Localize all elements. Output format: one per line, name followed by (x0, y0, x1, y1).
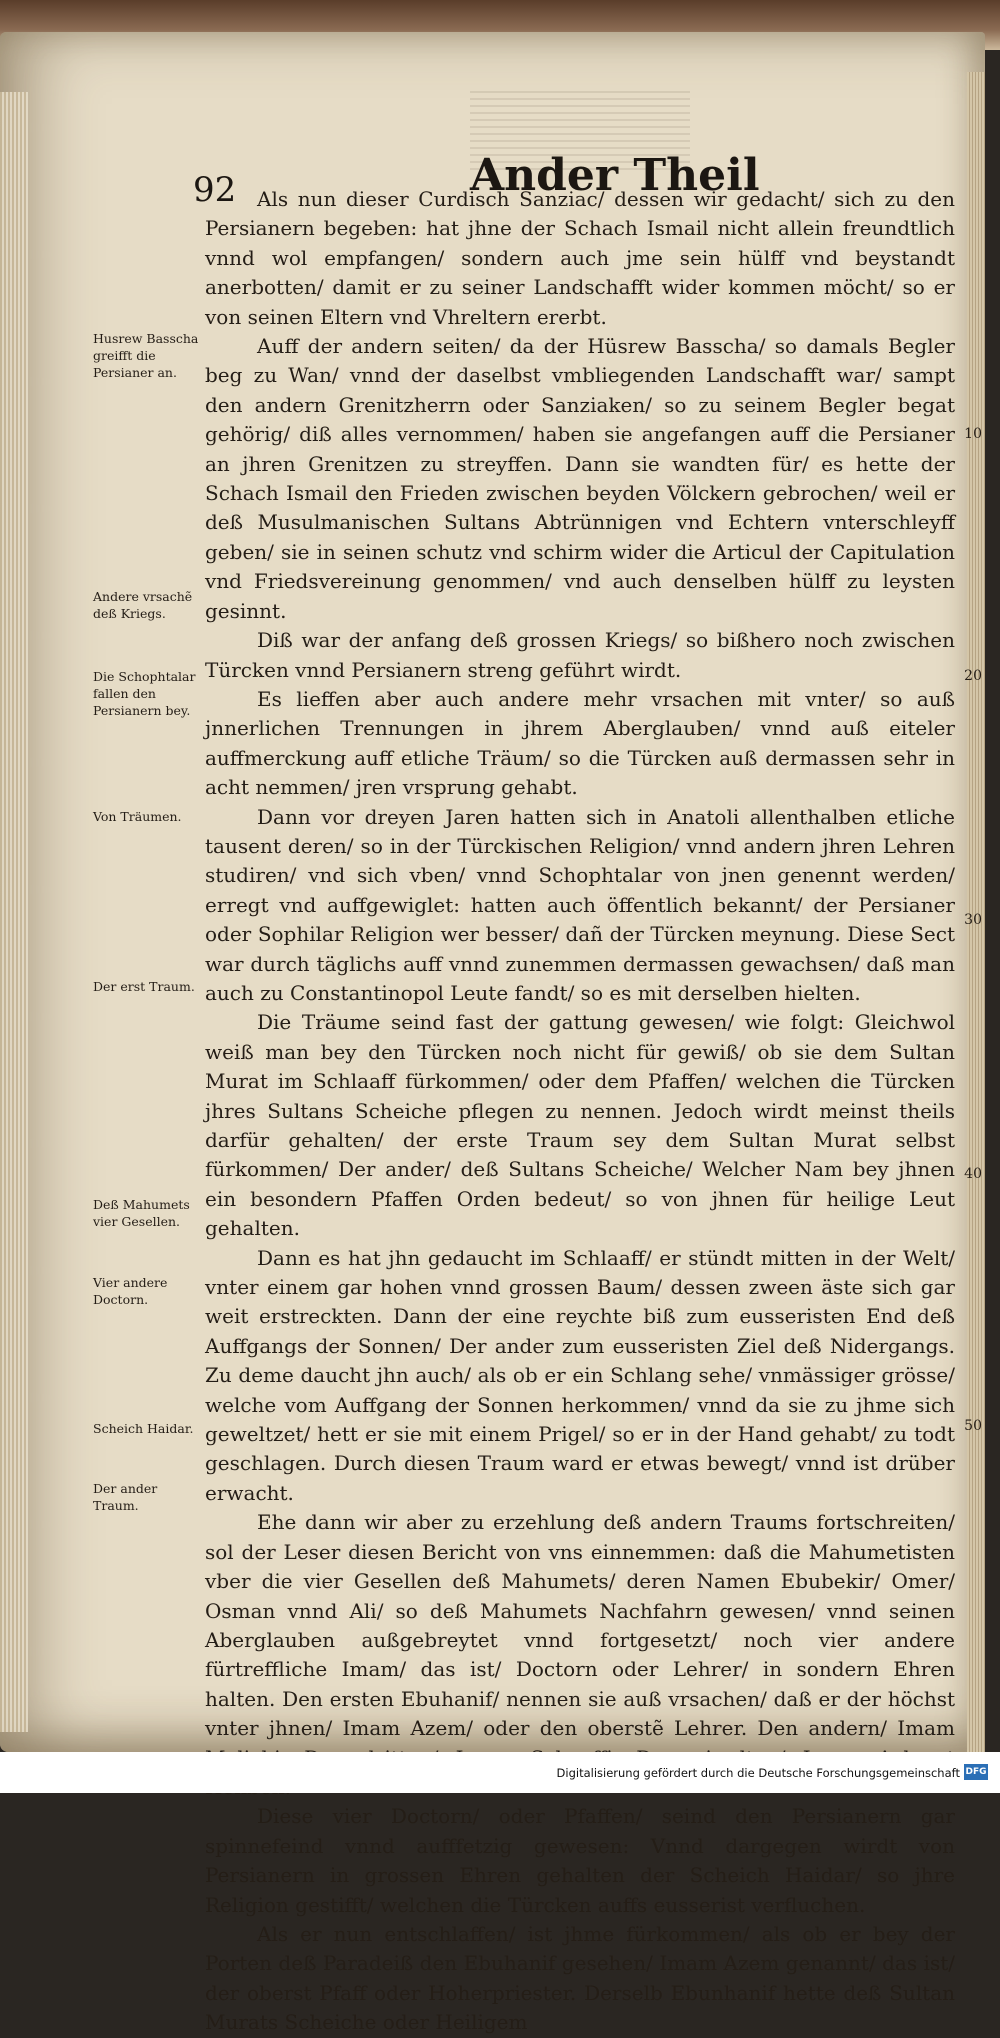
paragraph: Als nun dieser Curdisch Sanziac/ dessen wir gedacht/ sich zu den Persianern begeben: hat jhne der Schach Ismail nicht allein freundtlich vnnd wol empfangen/ sondern auch jme sein hülff vnd beystandt anerbotten/ damit er zu seiner Landschafft wider kommen möcht/ so er von seinen Eltern vnd Vhreltern ererbt. (205, 187, 955, 329)
paragraph: Die Träume seind fast der gattung gewesen/ wie folgt: Gleichwol weiß man bey den Türcken noch nicht für gewiß/ ob sie dem Sultan Murat im Schlaaff fürkommen/ oder dem Pfaffen/ welchen die Türcken jhres Sultans Scheiche pflegen zu nennen. Jedoch wirdt meinst theils darfür gehalten/ der erste Traum sey dem Sultan Murat selbst fürkommen/ Der ander/ deß Sultans Scheiche/ Welcher Nam bey jhnen ein besondern Pfaffen Orden bedeut/ so von jhnen für heilige Leut gehalten. (205, 1010, 955, 1241)
margin-note: Andere vrsachẽ deß Kriegs. (93, 589, 193, 621)
margin-note: Deß Mahumets vier Gesellen. (93, 1197, 190, 1229)
paragraph: Als er nun entschlaffen/ ist jhme fürkommen/ als ob er bey der Porten deß Paradeiß den Ebuhanif gesehen/ Imam Azem genannt/ das ist/ der oberst Pfaff oder Hoherpriester. Derselb Ebunhanif hette deß Sultan Murats Scheiche oder Heiligem (205, 1921, 955, 2035)
paragraph: Diese vier Doctorn/ oder Pfaffen/ seind den Persianern gar spinnefeind vnnd aufffetzig gewesen: Vnnd dargegen wirdt von Persianern in grossen Ehren gehalten der Scheich Haidar/ so jhre Religion gestifft/ welchen die Türcken auffs eusserist verfluchen. (205, 1804, 955, 1917)
margin-note: Scheich Haidar. (93, 1421, 194, 1436)
paragraph: Diß war der anfang deß grossen Kriegs/ so bißhero noch zwischen Türcken vnnd Persianern streng geführt wirdt. (205, 628, 955, 682)
paragraph: Es lieffen aber auch andere mehr vrsachen mit vnter/ so auß jnnerlichen Trennungen in jhrem Aberglauben/ vnnd auß eiteler auffmerckung auff etliche Träum/ so die Türcken auß dermassen sehr in acht nemmen/ jren vrsprung gehabt. (205, 686, 955, 800)
line-number: 50 (964, 1418, 982, 1434)
line-number: 40 (964, 1166, 982, 1182)
margin-note: Vier andere Doctorn. (93, 1275, 168, 1307)
margin-note: Die Schophtalar fallen den Persianern bey. (93, 669, 196, 718)
page-stack-left (0, 92, 28, 1732)
margin-note: Der erst Traum. (93, 979, 195, 994)
margin-note: Husrew Basscha greifft die Persianer an. (93, 331, 199, 380)
margin-note: Von Träumen. (93, 809, 182, 824)
line-number: 30 (964, 912, 982, 928)
running-head: Ander Theil (470, 150, 760, 201)
page-number: 92 (193, 170, 237, 210)
paragraph: Dann es hat jhn gedaucht im Schlaaff/ er stündt mitten in der Welt/ vnter einem gar hohen vnnd grossen Baum/ dessen zween äste sich gar weit erstreckten. Dann der eine reychte biß zum eusseristen End deß Auffgangs der Sonnen/ Der ander zum eusseristen Ziel deß Nidergangs. Zu deme daucht jhn auch/ als ob er ein Schlang sehe/ vnmässiger grösse/ welche vom Auffgang der Sonnen herkommen/ vnnd da sie zu jhme sich geweltzet/ hett er sie mit einem Prigel/ so er in der Hand gehabt/ zu todt geschlagen. Durch diesen Traum ward er etwas bewegt/ vnnd ist drüber erwacht. (205, 1245, 955, 1505)
line-number: 10 (964, 426, 982, 442)
line-number: 20 (964, 668, 982, 684)
paragraph: Ehe dann wir aber zu erzehlung deß andern Traums fortschreiten/ sol der Leser diesen Bericht von vns einnemmen: daß die Mahumetisten vber die vier Gesellen deß Mahumets/ deren Namen Ebubekir/ Omer/ Osman vnnd Ali/ so deß Mahumets Nachfahrn gewesen/ vnnd seinen Aberglauben außgebreytet vnnd fortgesetzt/ noch vier andere fürtreffliche Imam/ das ist/ Doctorn oder Lehrer/ in sondern Ehren halten. Den ersten Ebuhanif/ nennen sie auß vrsachen/ daß er der höchst vnter jhnen/ Imam Azem/ oder den oberstẽ Lehrer. Den andern/ Imam (205, 1510, 955, 1741)
paragraph: Auff der andern seiten/ da der Hüsrew Basscha/ so damals Begler beg zu Wan/ vnnd der daselbst vmbliegenden Landschafft war/ sampt den andern Grenitzherrn oder Sanziaken/ so zu seinem Begler begat gehörig/ diß alles vernommen/ haben sie angefangen auff die Persianer an jhren Grenitzen zu streyffen. Dann sie wandten für/ es hette der Schach Ismail den Frieden zwischen beyden Völckern gebrochen/ weil er deß Musulmanischen Sultans Abtrünnigen vnd Echtern vnterschleyff geben/ sie in seinen schutz vnd schirm wider die Articul der Capitulation vnd Friedsvereinung genommen/ vnd auch denselben hülff zu leysten gesinnt. (205, 334, 955, 623)
digitization-credit: Digitalisierung gefördert durch die Deutsche Forschungsgemeinschaft (556, 1766, 960, 1780)
paragraph: Dann vor dreyen Jaren hatten sich in Anatoli allenthalben etliche tausent deren/ so in der Türckischen Religion/ vnnd andern jhren Lehren studiren/ vnd sich vben/ vnnd Schophtalar von jnen genennt werden/ erregt vnd auffgewiglet: hatten auch öffentlich bekannt/ der Persianer oder Sophilar Religion wer besser/ dañ der Türcken meynung. Diese Sect war durch täglichs auff vnnd zunemmen dermassen gewachsen/ daß man auch zu Constantinopol Leute fandt/ so es mit derselben hielten. (205, 804, 955, 1005)
dfg-logo: DFG (964, 1764, 988, 1780)
margin-note: Der ander Traum. (93, 1481, 158, 1513)
